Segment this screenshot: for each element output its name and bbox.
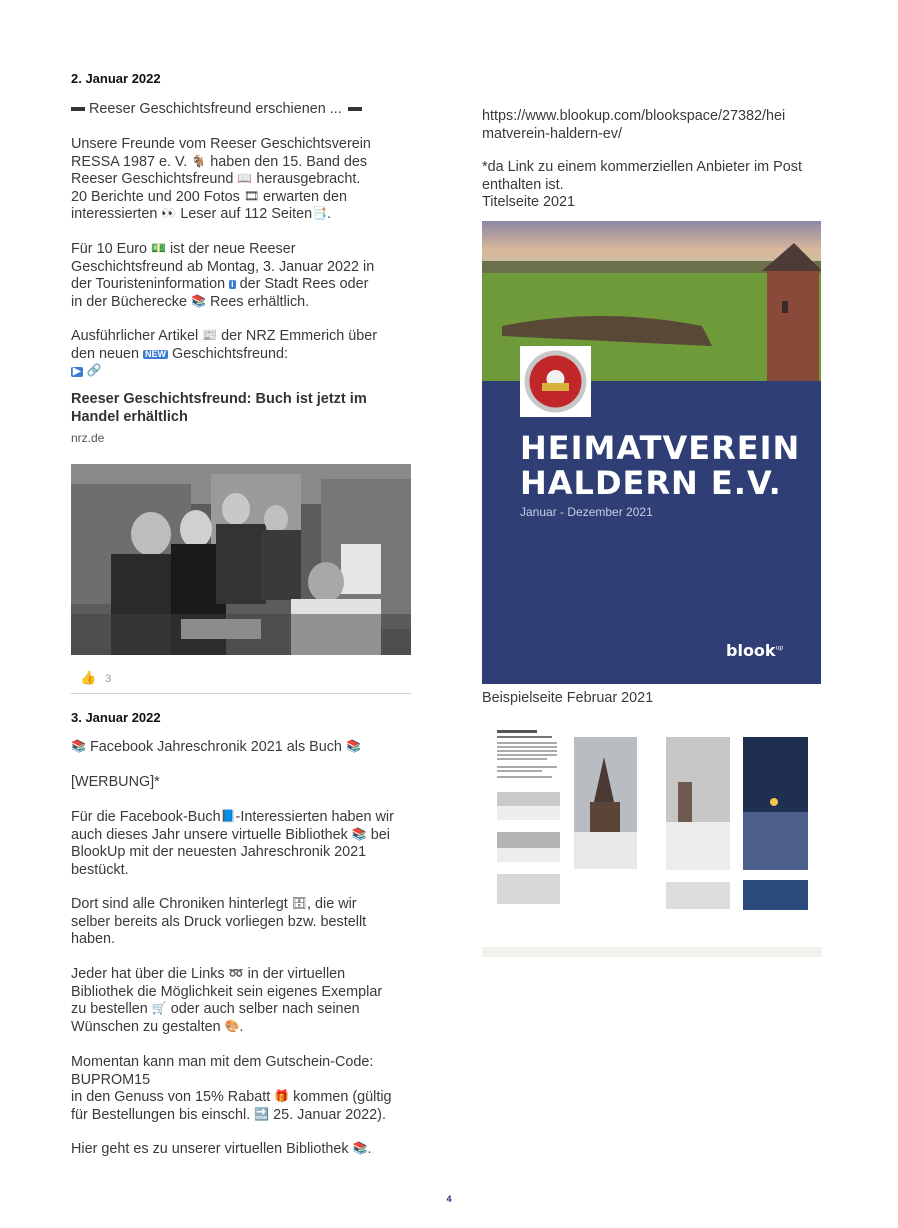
pages-icon: 📑 — [312, 206, 328, 220]
sample-spread — [482, 722, 822, 960]
cover-title: HEIMATVEREIN HALDERN E.V. — [520, 429, 801, 502]
page-number: 4 — [446, 1194, 452, 1204]
loop-icon: ➿ — [228, 966, 244, 980]
sample-page-image[interactable] — [482, 722, 822, 960]
money-icon: 💵 — [151, 241, 166, 255]
post-paragraph: Jeder hat über die Links ➿ in der virtuellen Bibliothek die Möglichkeit sein eigenes Exemplar zu bestellen 🛒 oder auch selber nach seinen Wünschen zu gestalten 🎨. — [71, 966, 383, 1035]
blue-book-icon: 📘 — [220, 809, 236, 823]
eyes-icon: 👀 — [161, 206, 177, 220]
blook-logo: blook$^{up}$ — [726, 641, 784, 660]
post-headline: Reeser Geschichtsfreund erschienen ... — [71, 101, 416, 119]
gift-icon: 🎁 — [274, 1089, 290, 1103]
post-headline: 📚 Facebook Jahreschronik 2021 als Buch 📚 — [71, 739, 361, 755]
info-icon: i — [231, 279, 234, 289]
post-paragraph: Momentan kann man mit dem Gutschein-Code: BUPROM15 in den Genuss von 15% Rabatt 🎁 kommen (gültig für Bestellungen bis einschl. 🔜 25. Januar 2022). — [71, 1054, 392, 1123]
cover-subtitle: Januar - Dezember 2021 — [520, 505, 653, 519]
newspaper-icon: 📰 — [202, 328, 218, 342]
books-icon: 📚 — [345, 739, 361, 753]
books-icon: 📚 — [191, 293, 206, 308]
supermarket-photo — [71, 464, 411, 655]
divider — [71, 693, 411, 694]
ad-label: [WERBUNG]* — [71, 774, 160, 790]
article-photo[interactable] — [71, 464, 411, 655]
post-paragraph: Ausführlicher Artikel 📰 der NRZ Emmerich über den neuen NEW Geschichtsfreund: ▶ 🔗 — [71, 328, 378, 377]
play-icon: ▶ — [73, 366, 81, 377]
post-date: 3. Januar 2022 — [71, 710, 161, 725]
film-icon: 🎞 — [243, 188, 260, 203]
post-paragraph: Hier geht es zu unserer virtuellen Bibliothek 📚. — [71, 1141, 372, 1157]
blookup-link[interactable]: https://www.blookup.com/blookspace/27382/hei matverein-haldern-ev/ — [482, 108, 786, 142]
soon-arrow-icon: 🔜 — [254, 1106, 270, 1121]
post-paragraph: Dort sind alle Chroniken hinterlegt 🗄, die wir selber bereits als Druck vorliegen bzw. bestellt haben. — [71, 896, 367, 947]
link-icon: 🔗 — [86, 363, 102, 377]
palette-icon: 🎨 — [224, 1018, 240, 1033]
book-icon: 📖 — [237, 171, 253, 185]
cabinet-icon: 🗄 — [291, 896, 308, 910]
new-icon: NEW — [145, 348, 167, 359]
post-paragraph: Für die Facebook-Buch📘-Interessierten haben wir auch dieses Jahr unsere virtuelle Bibliothek 📚 bei BlookUp mit der neuesten Jahreschronik 2021 bestückt. — [71, 809, 394, 878]
books-icon: 📚 — [352, 1141, 368, 1155]
like-counter[interactable]: 👍 3 — [80, 670, 112, 685]
cart-icon: 🛒 — [151, 1001, 167, 1015]
books-icon: 📚 — [351, 826, 367, 841]
goat-icon: 🐐 — [191, 153, 207, 168]
link-preview-domain[interactable]: nrz.de — [71, 431, 105, 445]
link-preview-title[interactable]: Reeser Geschichtsfreund: Buch ist jetzt im Handel erhältlich — [71, 391, 367, 425]
dash-icon — [71, 107, 85, 111]
book-cover-image[interactable] — [482, 221, 821, 684]
thumbs-up-icon: 👍 — [80, 670, 97, 685]
post-paragraph: Unsere Freunde vom Reeser Geschichtsverein RESSA 1987 e. V. 🐐 haben den 15. Band des Reeser Geschichtsfreund 📖 herausgebracht. 20 Berichte und 200 Fotos 🎞 erwarten den interessierten 👀 Leser auf 112 Seiten📑. — [71, 136, 371, 222]
caption: Beispielseite Februar 2021 — [482, 690, 654, 706]
post-date: 2. Januar 2022 — [71, 71, 161, 86]
post-paragraph: Für 10 Euro 💵 ist der neue Reeser Geschichtsfreund ab Montag, 3. Januar 2022 in der Touristeninformation i der Stadt Rees oder in der Bücherecke 📚 Rees erhältlich. — [71, 241, 375, 310]
dash-icon — [348, 107, 362, 111]
ad-note: *da Link zu einem kommerziellen Anbieter im Post enthalten ist. Titelseite 2021 — [482, 159, 802, 210]
books-icon: 📚 — [71, 739, 86, 753]
